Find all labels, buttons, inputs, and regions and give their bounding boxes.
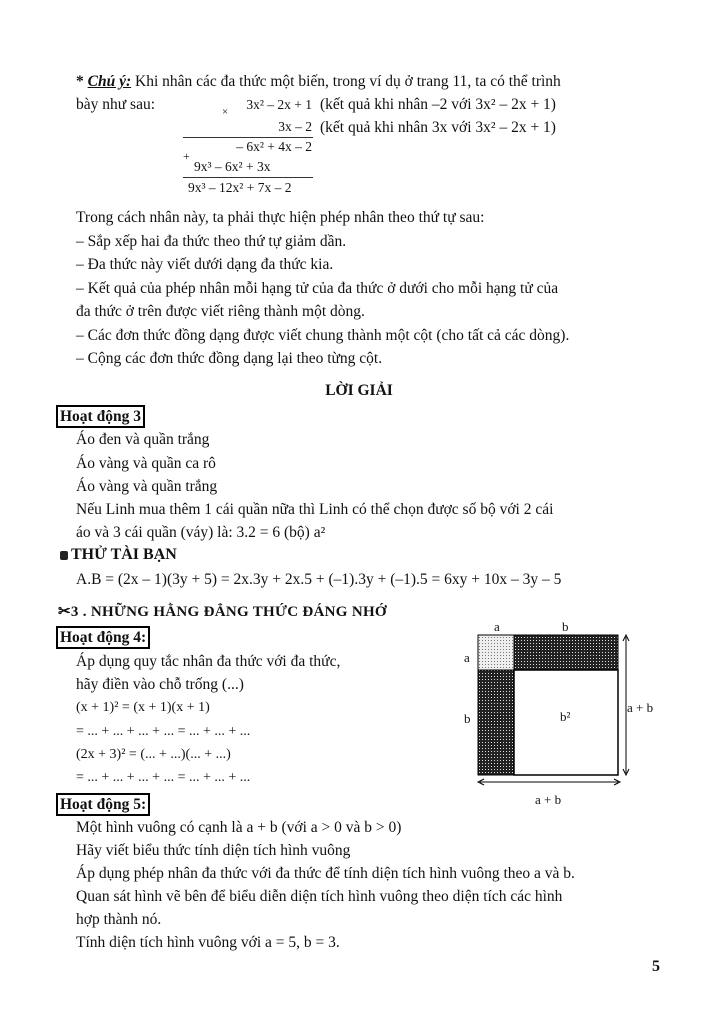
- activity5-line: Quan sát hình vẽ bên để biểu diễn diện tích hình vuông theo diện tích các hình: [76, 888, 563, 905]
- procedure-line: Trong cách nhân này, ta phải thực hiện phép nhân theo thứ tự sau:: [76, 209, 485, 226]
- activity5-line: Một hình vuông có cạnh là a + b (với a > 0 và b > 0): [76, 819, 402, 836]
- multiplier: 3x – 2: [278, 119, 312, 134]
- label-right: a + b: [627, 700, 654, 715]
- activity5-line: hợp thành nó.: [76, 911, 162, 928]
- activity4-line: hãy điền vào chỗ trống (...): [76, 676, 244, 693]
- activity3-heading: Hoạt động 3: [56, 405, 145, 428]
- activity4-line: Áp dụng quy tắc nhân đa thức với đa thức,: [76, 653, 341, 670]
- activity4-heading: Hoạt động 4:: [56, 626, 150, 649]
- rule-2: [183, 177, 313, 178]
- procedure-line: – Sắp xếp hai đa thức theo thứ tự giảm dần.: [76, 233, 347, 250]
- partial-product-2: 9x³ – 6x² + 3x: [194, 159, 271, 174]
- section3-heading-text: 3 . NHỮNG HẰNG ĐẲNG THỨC ĐÁNG NHỚ: [70, 604, 387, 620]
- label-top-a: a: [494, 619, 500, 634]
- lock-icon: [60, 551, 68, 560]
- procedure-line: – Cộng các đơn thức đồng dạng lại theo từng cột.: [76, 350, 383, 367]
- times-sign: ×: [222, 106, 229, 118]
- procedure-line: – Các đơn thức đồng dạng được viết chung thành một cột (cho tất cả các dòng).: [76, 327, 570, 344]
- label-top-b: b: [562, 619, 569, 634]
- activity5-line: Tính diện tích hình vuông với a = 5, b = 3.: [76, 934, 340, 951]
- activity4-line: = ... + ... + ... + ... = ... + ... + ...: [76, 724, 251, 739]
- procedure-line: – Kết quả của phép nhân mỗi hạng tử của đa thức ở dưới cho mỗi hạng tử của: [76, 280, 559, 297]
- challenge-heading: [60, 545, 177, 565]
- activity3-line: Áo đen và quần trắng: [76, 431, 210, 448]
- activity5-line: Hãy viết biểu thức tính diện tích hình vuông: [76, 842, 351, 859]
- partial-product-1: – 6x² + 4x – 2: [236, 139, 312, 154]
- multiplicand: 3x² – 2x + 1: [246, 97, 312, 112]
- note-text: Khi nhân các đa thức một biến, trong ví dụ ở trang 11, ta có thể trình: [131, 73, 561, 90]
- activity3-line: áo và 3 cái quần (váy) là: 3.2 = 6 (bộ) a²: [76, 524, 326, 541]
- procedure-line: đa thức ở trên được viết riêng thành một dòng.: [76, 303, 365, 320]
- note-title: Chú ý:: [87, 73, 132, 90]
- activity4-line: (x + 1)² = (x + 1)(x + 1): [76, 700, 210, 715]
- note-star: *: [76, 73, 88, 90]
- challenge-line: A.B = (2x – 1)(3y + 5) = 2x.3y + 2x.5 + (–1).3y + (–1).5 = 6xy + 10x – 3y – 5: [76, 571, 562, 588]
- activity4-line: = ... + ... + ... + ... = ... + ... + ...: [76, 770, 251, 785]
- label-b-squared: b²: [560, 709, 571, 724]
- comment-2: (kết quả khi nhân 3x với 3x² – 2x + 1): [320, 119, 556, 136]
- note-line-1: [76, 72, 561, 92]
- activity3-line: Áo vàng và quần trắng: [76, 478, 218, 495]
- label-left-b: b: [464, 711, 471, 726]
- ab-region-top: [514, 635, 618, 670]
- activity3-line: Áo vàng và quần ca rô: [76, 455, 216, 472]
- scissors-icon: ✂: [58, 604, 71, 620]
- note-line-2: bày như sau:: [76, 96, 155, 113]
- page-number: 5: [652, 958, 660, 975]
- a-squared-region: [478, 635, 514, 670]
- challenge-heading-text: THỬ TÀI BẠN: [71, 546, 177, 563]
- solution-title: LỜI GIẢI: [325, 382, 393, 399]
- final-product: 9x³ – 12x² + 7x – 2: [188, 180, 292, 195]
- label-left-a: a: [464, 650, 470, 665]
- comment-1: (kết quả khi nhân –2 với 3x² – 2x + 1): [320, 96, 556, 113]
- plus-sign: +: [183, 149, 190, 163]
- activity5-heading: Hoạt động 5:: [56, 793, 150, 816]
- activity4-line: (2x + 3)² = (... + ...)(... + ...): [76, 747, 231, 762]
- label-bottom: a + b: [535, 792, 562, 807]
- procedure-line: – Đa thức này viết dưới dạng đa thức kia.: [76, 256, 334, 273]
- activity3-line: Nếu Linh mua thêm 1 cái quần nữa thì Linh có thể chọn được số bộ với 2 cái: [76, 501, 554, 518]
- activity5-line: Áp dụng phép nhân đa thức với đa thức để tính diện tích hình vuông theo a và b.: [76, 865, 575, 882]
- ab-region-left: [478, 670, 514, 775]
- section3-heading: [58, 602, 387, 622]
